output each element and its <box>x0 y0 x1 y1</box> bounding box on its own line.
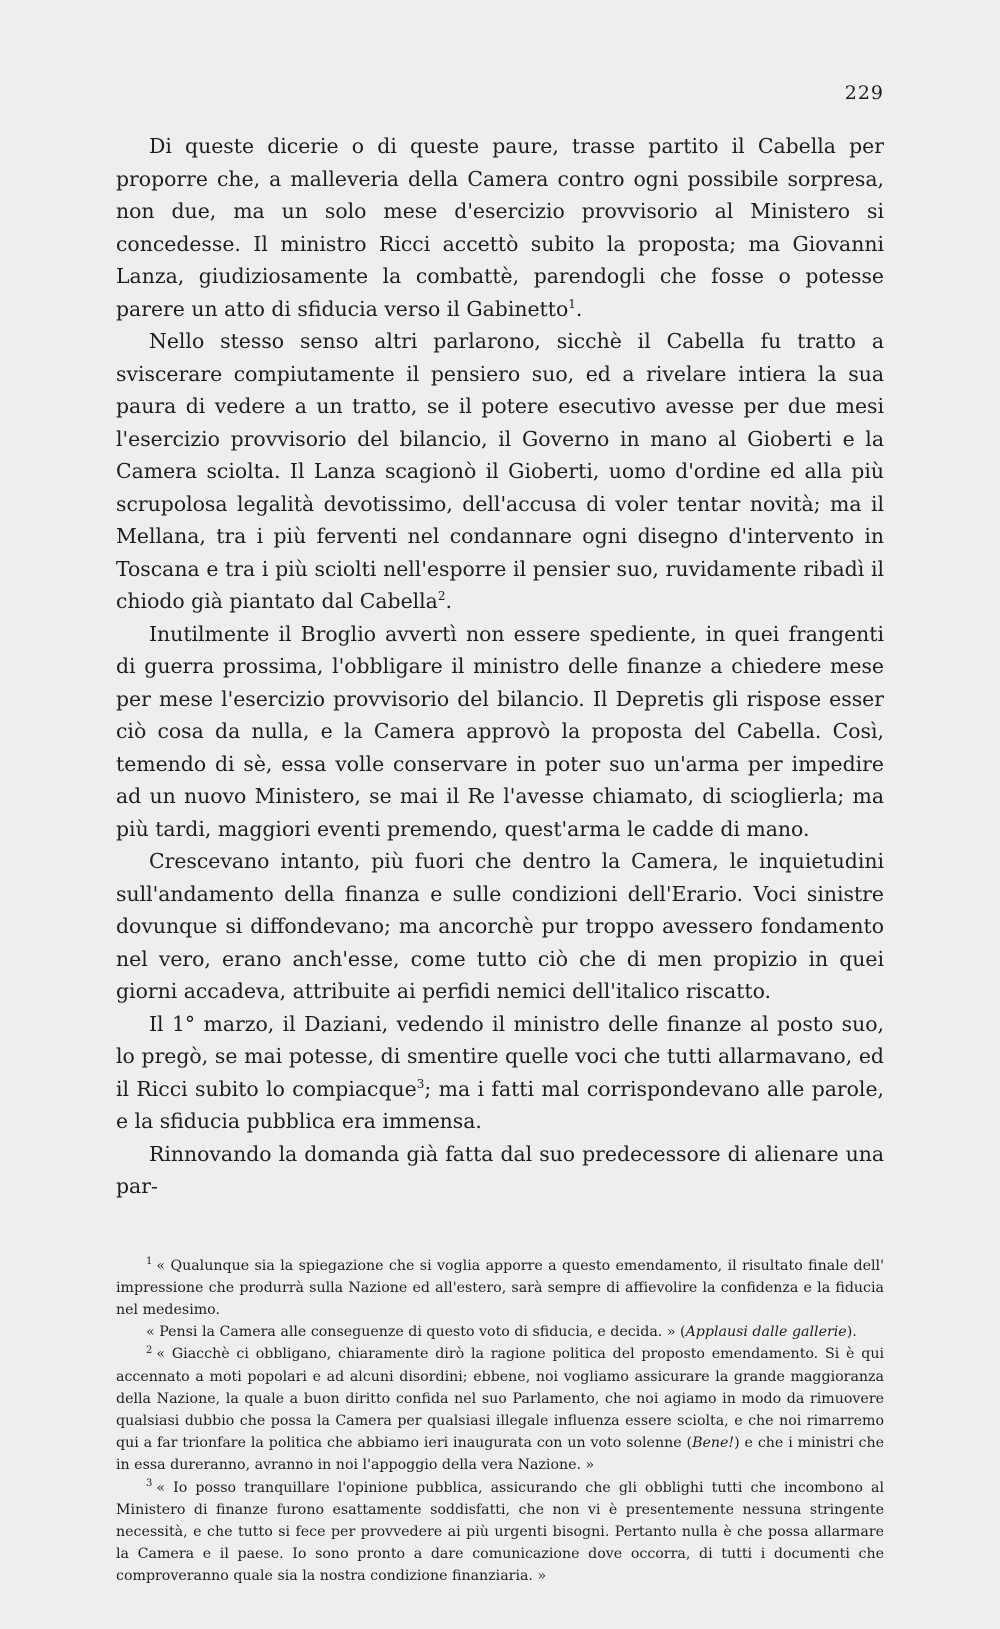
paragraph-text: Il 1° marzo, il Daziani, vedendo il ministro delle finanze al posto suo, lo pregò, se mai potesse, di smentire quelle voci che tutti allarmavano, ed il Ricci subito lo compiacque <box>116 1011 884 1101</box>
footnote-reference: 2 <box>437 589 446 604</box>
footnote-1 <box>116 1255 884 1322</box>
page-number: 229 <box>844 82 884 104</box>
footnote-1-continued <box>116 1321 884 1343</box>
footnote-text: « Qualunque sia la spiegazione che si voglia apporre a questo emendamento, il risultato finale dell' impressione che produrrà sulla Nazione ed all'estero, sarà sempre di affievolire la confidenza e la fiducia nel medesimo. <box>116 1257 884 1318</box>
footnote-text: « Giacchè ci obbligano, chiaramente dirò la ragione politica del proposto emendamento. Si è qui accennato a moti popolari e ad alcuni disordini; ebbene, noi vogliamo assicurare la grande maggioranza della Nazione, la quale a buon diritto confida nel suo Parlamento, che noi agiamo in modo da rimuovere qualsiasi dubbio che possa la Camera per qualsiasi illegale influenza essere sciolta, e che noi rimarremo qui a far trionfare la politica che abbiamo ieri inaugurata con un voto solenne ( <box>116 1346 884 1452</box>
paragraph-text: Nello stesso senso altri parlarono, sicchè il Cabella fu tratto a sviscerare compiutamente il pensiero suo, ed a rivelare intiera la sua paura di vedere a un tratto, se il potere esecutivo avesse per due mesi l'esercizio provvisorio del bilancio, il Governo in mano al Gioberti e la Camera sciolta. Il Lanza scagionò il Gioberti, uomo d'ordine ed alla più scrupolosa legalità devotissimo, dell'accusa di voler tentar novità; ma il Mellana, tra i più ferventi nel condannare ogni disegno d'intervento in Toscana e tra i più sciolti nell'esporre il pensier suo, ruvidamente ribadì il chiodo già piantato dal Cabella <box>116 329 884 613</box>
footnote-italic: Bene! <box>692 1435 735 1452</box>
paragraph-2 <box>116 325 884 618</box>
paragraph-5 <box>116 1008 884 1138</box>
footnotes <box>116 1255 884 1588</box>
paragraph-text-tail: . <box>445 589 452 613</box>
paragraph-text: Crescevano intanto, più fuori che dentro la Camera, le inquietudini sull'andamento della finanza e sulle condizioni dell'Erario. Voci sinistre dovunque si diffondevano; ma ancorchè pur troppo avessero fondamento nel vero, erano anch'esse, come tutto ciò che di men propizio in quei giorni accadeva, attribuite ai perfidi nemici dell'italico riscatto. <box>116 849 884 1003</box>
footnote-italic: Applausi dalle gallerie <box>685 1324 847 1341</box>
footnote-2 <box>116 1343 884 1476</box>
paragraph-3 <box>116 618 884 846</box>
footnote-text: « Pensi la Camera alle conseguenze di questo voto di sfiducia, e decida. » ( <box>146 1324 686 1341</box>
footnote-3 <box>116 1477 884 1588</box>
footnote-reference: 1 <box>568 296 576 311</box>
paragraph-text: Di queste dicerie o di queste paure, trasse partito il Cabella per proporre che, a malleveria della Camera contro ogni possibile sorpresa, non due, ma un solo mese d'esercizio provvisorio al Ministero si concedesse. Il ministro Ricci accettò subito la proposta; ma Giovanni Lanza, giudiziosamente la combattè, parendogli che fosse o potesse parere un atto di sfiducia verso il Gabinetto <box>116 134 884 321</box>
footnote-mark: 2 <box>146 1344 153 1356</box>
footnote-mark: 1 <box>146 1255 153 1267</box>
paragraph-6 <box>116 1138 884 1203</box>
paragraph-4 <box>116 845 884 1008</box>
footnote-mark: 3 <box>146 1477 153 1489</box>
footnote-reference: 3 <box>416 1076 425 1091</box>
paragraph-text-tail: . <box>575 296 583 321</box>
paragraph-text-tail: ; ma i fatti mal corrispondevano alle parole, e la sfiducia pubblica era immensa. <box>116 1076 885 1133</box>
main-text <box>116 130 884 1203</box>
footnote-text-tail: ). <box>846 1324 857 1341</box>
footnote-text-tail: ) e che i ministri che in essa dureranno, avranno in noi l'appoggio della vera Nazione. » <box>116 1435 884 1474</box>
paragraph-1 <box>116 130 884 325</box>
paragraph-text: Rinnovando la domanda già fatta dal suo predecessore di alienare una par- <box>116 1141 884 1198</box>
paragraph-text: Inutilmente il Broglio avvertì non essere spediente, in quei frangenti di guerra prossima, l'obbligare il ministro delle finanze a chiedere mese per mese l'esercizio provvisorio del bilancio. Il Depretis gli rispose esser ciò cosa da nulla, e la Camera approvò la proposta del Cabella. Così, temendo di sè, essa volle conservare in poter suo un'arma per impedire ad un nuovo Ministero, se mai il Re l'avesse chiamato, di scioglierla; ma più tardi, maggiori eventi premendo, quest'arma le cadde di mano. <box>116 621 884 841</box>
footnote-text: « Io posso tranquillare l'opinione pubblica, assicurando che gli obblighi tutti che incombono al Ministero di finanze furono esattamente soddisfatti, che non vi è presentemente nessuna stringente necessità, e che tutto si fece per provvedere ai più urgenti bisogni. Pertanto nulla è che possa allarmare la Camera e il paese. Io sono pronto a dare comunicazione dove occorra, di tutti i documenti che comproveranno quale sia la nostra condizione finanziaria. » <box>116 1479 884 1585</box>
